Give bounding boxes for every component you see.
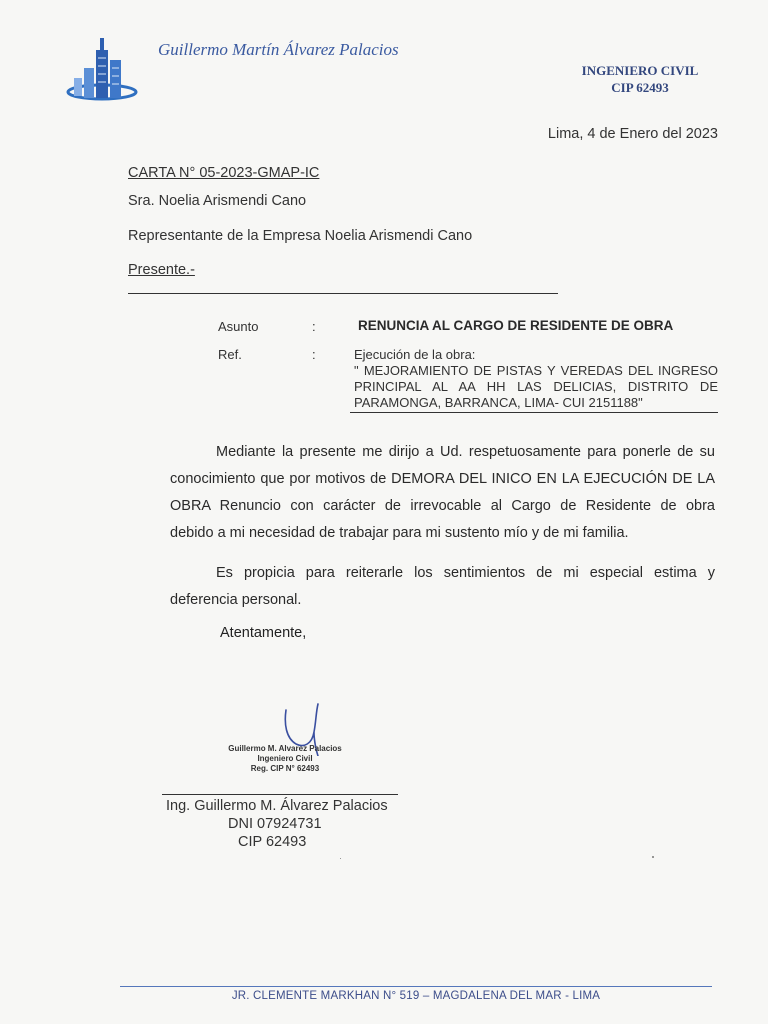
ref-underline <box>350 412 718 413</box>
body-line: Mediante la presente me dirijo a Ud. respetuosamente para ponerle de su <box>216 444 715 460</box>
signer-cip: CIP 62493 <box>238 834 307 850</box>
body-line: OBRA Renuncio con carácter de irrevocable al Cargo de Residente de obra <box>170 498 715 514</box>
asunto-value: RENUNCIA AL CARGO DE RESIDENTE DE OBRA <box>358 318 674 333</box>
building-logo-icon <box>62 30 140 108</box>
asunto-colon: : <box>312 319 316 334</box>
ref-line: PARAMONGA, BARRANCA, LIMA- CUI 2151188" <box>354 395 643 410</box>
header-author-name: Guillermo Martín Álvarez Palacios <box>158 40 399 59</box>
letter-presente: Presente.- <box>128 262 195 278</box>
closing-text: Atentamente, <box>220 625 307 641</box>
header-role-cip: CIP 62493 <box>611 80 669 95</box>
letter-number: CARTA N° 05-2023-GMAP-IC <box>128 165 320 181</box>
ref-colon: : <box>312 347 316 362</box>
ref-label: Ref. <box>218 347 242 362</box>
header-role-title: INGENIERO CIVIL <box>581 63 699 78</box>
asunto-label: Asunto <box>218 319 259 334</box>
signature-line <box>162 794 398 795</box>
stamp-line: Ingeniero Civil <box>257 754 313 763</box>
letter-date: Lima, 4 de Enero del 2023 <box>547 126 718 142</box>
header-role <box>560 62 720 96</box>
ref-line: " MEJORAMIENTO DE PISTAS Y VEREDAS DEL INGRESO <box>354 363 718 378</box>
ref-line: PRINCIPAL AL AA HH LAS DELICIAS, DISTRITO DE <box>354 379 718 394</box>
footer-address: JR. CLEMENTE MARKHAN N° 519 – MAGDALENA DEL MAR - LIMA <box>231 990 601 1002</box>
body-paragraph-1 <box>170 439 715 547</box>
stamp-line: Reg. CIP N° 62493 <box>250 764 320 773</box>
signer-dni: DNI 07924731 <box>228 816 322 832</box>
stamp-line: Guillermo M. Alvarez Palacios <box>228 744 342 753</box>
ref-block <box>354 347 718 411</box>
body-line: conocimiento que por motivos de DEMORA DEL INICO EN LA EJECUCIÓN DE LA <box>170 471 715 487</box>
signer-name: Ing. Guillermo M. Álvarez Palacios <box>166 798 388 814</box>
letter-representative: Representante de la Empresa Noelia Arismendi Cano <box>128 228 473 244</box>
body-line: Es propicia para reiterarle los sentimientos de mi especial estima y <box>216 565 715 581</box>
body-line: deferencia personal. <box>170 592 302 608</box>
signature-block <box>166 797 398 851</box>
body-line: debido a mi necesidad de trabajar para mi sustento mío y de mi familia. <box>170 525 629 541</box>
scan-speck <box>652 856 654 858</box>
ref-line: Ejecución de la obra: <box>354 347 476 362</box>
signature-stamp <box>200 744 370 774</box>
footer-line <box>120 986 712 987</box>
scan-speck <box>340 858 341 859</box>
divider-line <box>128 293 558 294</box>
letter-recipient: Sra. Noelia Arismendi Cano <box>128 193 307 209</box>
body-paragraph-2 <box>170 560 715 614</box>
